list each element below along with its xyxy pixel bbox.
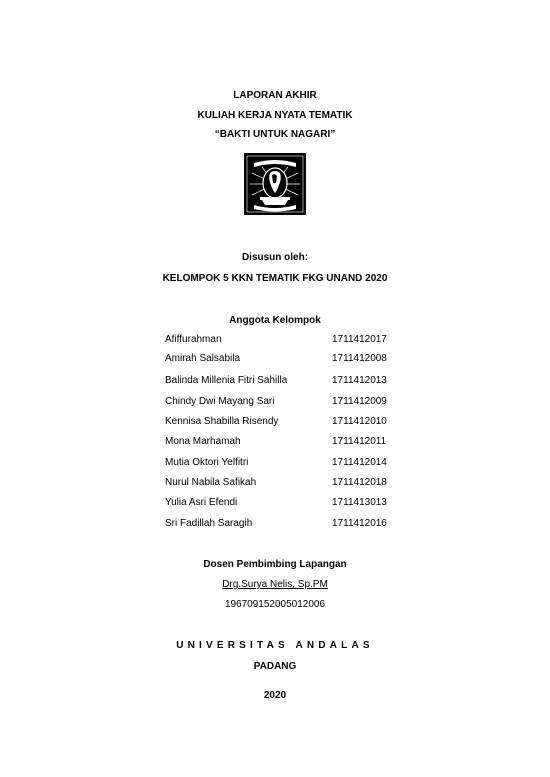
member-name: Yulia Asri Efendi xyxy=(165,497,238,508)
member-name: Sri Fadillah Saragih xyxy=(165,518,253,529)
member-row xyxy=(165,353,405,365)
member-row xyxy=(165,375,405,387)
member-name: Amirah Salsabila xyxy=(165,353,241,364)
supervisor-nip: 196709152005012006 xyxy=(224,599,326,610)
member-row xyxy=(165,477,405,489)
member-nim: 1711412009 xyxy=(332,396,387,407)
prepared-by-label: Disusun oleh: xyxy=(241,252,309,263)
member-nim: 1711412011 xyxy=(332,436,387,447)
member-row xyxy=(165,436,405,448)
theme-title: “BAKTI UNTUK NAGARI” xyxy=(214,129,336,140)
member-nim: 1711412017 xyxy=(332,334,387,345)
group-name: KELOMPOK 5 KKN TEMATIK FKG UNAND 2020 xyxy=(162,273,388,284)
member-nim: 1711412008 xyxy=(332,353,387,364)
member-row xyxy=(165,334,405,346)
member-row xyxy=(165,518,405,530)
member-nim: 1711412014 xyxy=(332,457,387,468)
member-name: Balinda Millenia Fitri Sahilla xyxy=(165,375,288,386)
member-name: Nurul Nabila Safikah xyxy=(165,477,257,488)
supervisor-name: Drg.Surya Nelis, Sp.PM xyxy=(222,579,328,590)
member-name: Mona Marhamah xyxy=(165,436,241,447)
member-name: Chindy Dwi Mayang Sari xyxy=(165,396,275,407)
member-row xyxy=(165,457,405,469)
member-name: Mutia Oktori Yelfitri xyxy=(165,457,249,468)
member-nim: 1711412016 xyxy=(332,518,387,529)
report-title: LAPORAN AKHIR xyxy=(233,90,317,101)
member-name: Kennisa Shabilla Risendy xyxy=(165,416,279,427)
member-nim: 1711412013 xyxy=(332,375,387,386)
member-row xyxy=(165,396,405,408)
supervisor-heading: Dosen Pembimbing Lapangan xyxy=(203,559,347,570)
city-name: PADANG xyxy=(253,661,297,672)
university-emblem-icon xyxy=(244,153,306,215)
member-name: Afiffurahman xyxy=(165,334,222,345)
member-nim: 1711413013 xyxy=(332,497,387,508)
members-heading: Anggota Kelompok xyxy=(229,315,321,326)
program-title: KULIAH KERJA NYATA TEMATIK xyxy=(197,110,353,121)
university-name: UNIVERSITAS ANDALAS xyxy=(176,640,374,651)
member-nim: 1711412018 xyxy=(332,477,387,488)
member-nim: 1711412010 xyxy=(332,416,387,427)
year: 2020 xyxy=(263,690,287,701)
member-row xyxy=(165,497,405,509)
member-row xyxy=(165,416,405,428)
